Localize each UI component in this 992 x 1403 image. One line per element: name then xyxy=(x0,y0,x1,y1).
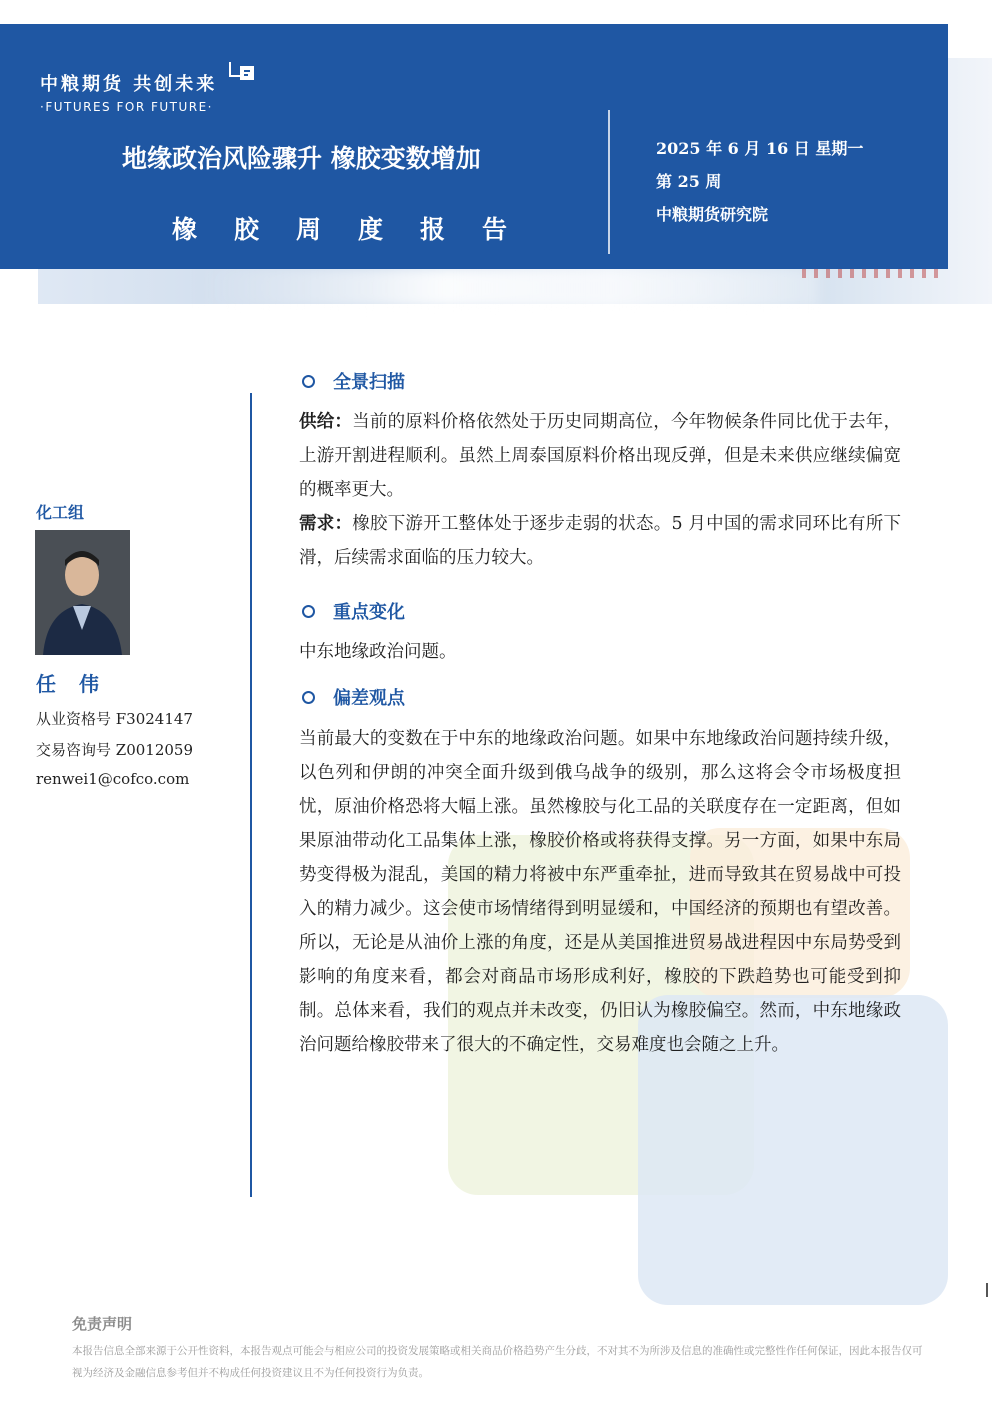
page-edge-mark xyxy=(986,1283,988,1297)
author-portrait-icon xyxy=(35,530,130,655)
license-number: 从业资格号 F3024147 xyxy=(36,710,193,728)
report-title: 地缘政治风险骤升 橡胶变数增加 xyxy=(122,144,481,173)
author-name: 任 伟 xyxy=(36,672,107,696)
sidebar-divider xyxy=(250,393,252,1197)
report-institute: 中粮期货研究院 xyxy=(656,205,769,224)
supply-text: 当前的原料价格依然处于历史同期高位，今年物候条件同比优于去年，上游开割进程顺利。虽然上周泰国原料价格出现反弹，但是未来供应继续偏宽的概率更大。 xyxy=(299,412,902,500)
section-scan-title: 全景扫描 xyxy=(333,372,405,393)
section-view-body: 当前最大的变数在于中东的地缘政治问题。如果中东地缘政治问题持续升级，以色列和伊朗的冲突全面升级到俄乌战争的级别，那么这将会令市场极度担忧，原油价格恐将大幅上涨。虽然橡胶与化工品的关联度存在一定距离，但如果原油带动化工品集体上涨，橡胶价格或将获得支撑。另一方面，如果中东局势变得极为混乱，美国的精力将被中东严重牵扯，进而导致其在贸易战中可投入的精力减少。这会使市场情绪得到明显缓和，中国经济的预期也有望改善。所以，无论是从油价上涨的角度，还是从美国推进贸易战进程因中东局势受到影响的角度来看，都会对商品市场形成利好，橡胶的下跌趋势也可能受到抑制。总体来看，我们的观点并未改变，仍旧认为橡胶偏空。然而，中东地缘政治问题给橡胶带来了很大的不确定性，交易难度也会随之上升。 xyxy=(299,729,901,1055)
logo-text-en: ·FUTURES FOR FUTURE· xyxy=(40,100,213,114)
section-view-title: 偏差观点 xyxy=(333,688,405,709)
author-email: renwei1@cofco.com xyxy=(36,770,190,788)
consult-number: 交易咨询号 Z0012059 xyxy=(36,741,193,759)
disclaimer-title: 免责声明 xyxy=(72,1315,133,1333)
section-scan-body xyxy=(299,405,901,575)
disclaimer-text: 本报告信息全部来源于公开性资料，本报告观点可能会与相应公司的投资发展策略或相关商品价格趋势产生分歧，不对其不为所涉及信息的准确性或完整性作任何保证，因此本报告仅可视为经济及金融信息参考但并不构成任何投资建议且不为任何投资行为负责。 xyxy=(72,1345,923,1379)
report-type: 橡胶周度报告 xyxy=(172,215,545,244)
section-change-title: 重点变化 xyxy=(333,602,405,623)
supply-label: 供给： xyxy=(299,412,353,432)
section-view-heading xyxy=(302,684,405,710)
research-group: 化工组 xyxy=(36,503,85,522)
author-photo xyxy=(35,530,130,655)
section-change-body: 中东地缘政治问题。 xyxy=(299,642,457,662)
section-change-heading xyxy=(302,598,405,624)
report-week: 第 25 周 xyxy=(656,172,722,191)
supply-paragraph xyxy=(299,405,901,507)
logo-text-cn: 中粮期货 共创未来 xyxy=(40,74,218,95)
demand-text: 橡胶下游开工整体处于逐步走弱的状态。5 月中国的需求同环比有所下滑，后续需求面临的压力较大。 xyxy=(299,514,902,568)
bullet-circle-icon xyxy=(302,691,315,704)
report-date: 2025 年 6 月 16 日 星期一 xyxy=(656,139,864,158)
bullet-circle-icon xyxy=(302,605,315,618)
demand-label: 需求： xyxy=(299,514,353,534)
bullet-circle-icon xyxy=(302,375,315,388)
section-scan-heading xyxy=(302,368,405,394)
demand-paragraph xyxy=(299,507,901,575)
